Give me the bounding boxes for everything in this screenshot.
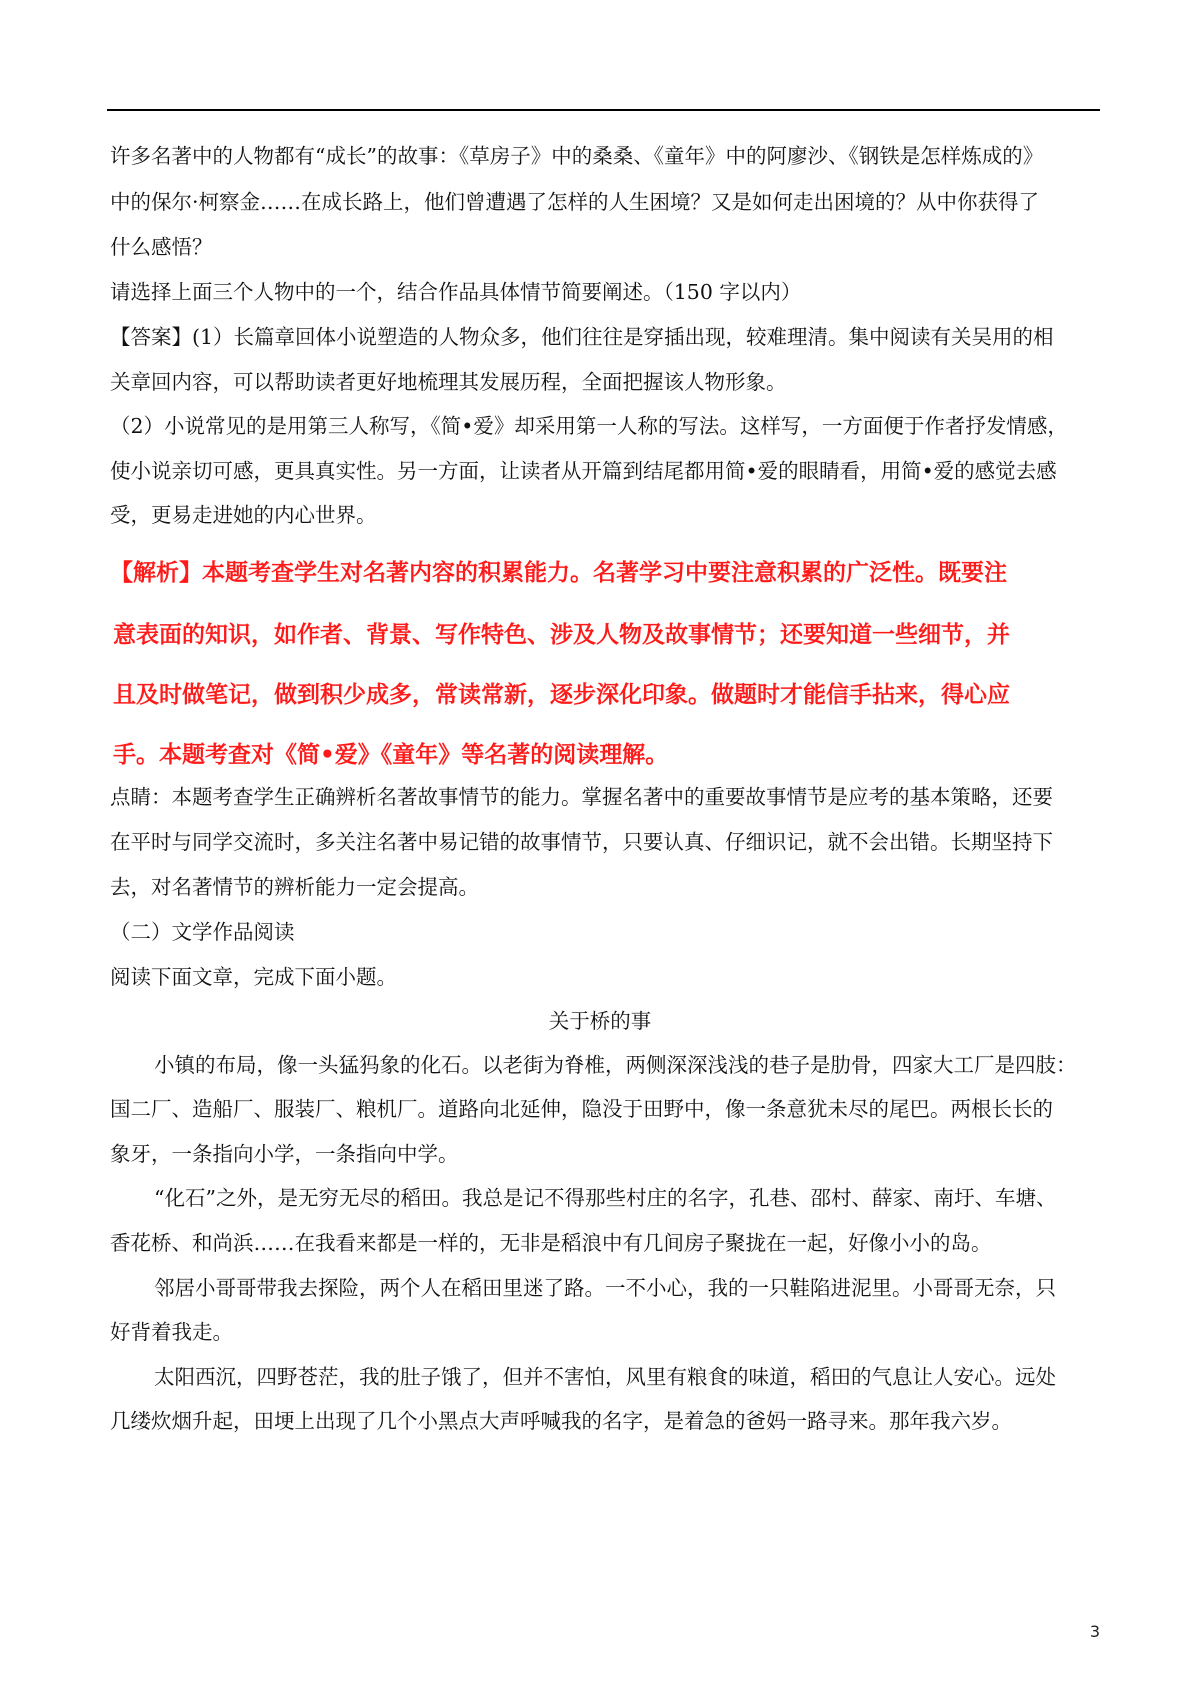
question-line: 什么感悟？ <box>110 235 213 259</box>
article-line: 太阳西沉，四野苍茫，我的肚子饿了，但并不害怕，风里有粮食的味道，稻田的气息让人安心。远处 <box>154 1365 1056 1389</box>
answer-line: 关章回内容，可以帮助读者更好地梳理其发展历程，全面把握该人物形象。 <box>110 370 787 394</box>
answer-line: 受，更易走进她的内心世界。 <box>110 503 377 527</box>
comment-line: 点睛：本题考查学生正确辨析名著故事情节的能力。掌握名著中的重要故事情节是应考的基本策略，还要 <box>110 785 1053 809</box>
article-line: 好背着我走。 <box>110 1320 233 1344</box>
article-line: 小镇的布局，像一头猛犸象的化石。以老街为脊椎，两侧深深浅浅的巷子是肋骨，四家大工厂是四肢： <box>154 1053 1077 1077</box>
question-line: 许多名著中的人物都有“成长”的故事：《草房子》中的桑桑、《童年》中的阿廖沙、《钢铁是怎样炼成的》 <box>110 144 1044 168</box>
article-title: 关于桥的事 <box>548 1009 652 1033</box>
instruction: 阅读下面文章，完成下面小题。 <box>110 965 397 989</box>
analysis-line: 意表面的知识，如作者、背景、写作特色、涉及人物及故事情节；还要知道一些细节，并 <box>113 622 1010 648</box>
article-line: “化石”之外，是无穷无尽的稻田。我总是记不得那些村庄的名字，孔巷、邵村、薛家、南圩、车塘、 <box>154 1186 1057 1210</box>
analysis-line: 【解析】本题考查学生对名著内容的积累能力。名著学习中要注意积累的广泛性。既要注 <box>110 560 1007 586</box>
header-rule <box>107 109 1100 111</box>
article-line: 香花桥、和尚浜……在我看来都是一样的，无非是稻浪中有几间房子聚拢在一起，好像小小的岛。 <box>110 1231 992 1255</box>
article-line: 邻居小哥哥带我去探险，两个人在稻田里迷了路。一不小心，我的一只鞋陷进泥里。小哥哥无奈，只 <box>154 1276 1056 1300</box>
question-prompt: 请选择上面三个人物中的一个，结合作品具体情节简要阐述。（150 字以内） <box>110 280 802 304</box>
answer-line: 使小说亲切可感，更具真实性。另一方面，让读者从开篇到结尾都用简•爱的眼睛看，用简•爱的感觉去感 <box>110 459 1057 483</box>
comment-line: 在平时与同学交流时，多关注名著中易记错的故事情节，只要认真、仔细识记，就不会出错。长期坚持下 <box>110 830 1053 854</box>
section-heading: （二）文学作品阅读 <box>110 920 295 944</box>
analysis-line: 且及时做笔记，做到积少成多，常读常新，逐步深化印象。做题时才能信手拈来，得心应 <box>113 682 1010 708</box>
article-line: 国二厂、造船厂、服装厂、粮机厂。道路向北延伸，隐没于田野中，像一条意犹未尽的尾巴。两根长长的 <box>110 1097 1053 1121</box>
page-number: 3 <box>1089 1622 1100 1641</box>
question-line: 中的保尔·柯察金……在成长路上，他们曾遭遇了怎样的人生困境？又是如何走出困境的？从中你获得了 <box>110 190 1040 214</box>
article-line: 几缕炊烟升起，田埂上出现了几个小黑点大声呼喊我的名字，是着急的爸妈一路寻来。那年我六岁。 <box>110 1409 1012 1433</box>
answer-line: （2）小说常见的是用第三人称写，《简•爱》却采用第一人称的写法。这样写，一方面便于作者抒发情感， <box>110 414 1068 438</box>
answer-line: 【答案】(1）长篇章回体小说塑造的人物众多，他们往往是穿插出现，较难理清。集中阅读有关吴用的相 <box>110 325 1054 349</box>
article-line: 象牙，一条指向小学，一条指向中学。 <box>110 1142 459 1166</box>
analysis-line: 手。本题考查对《简•爱》《童年》等名著的阅读理解。 <box>113 742 669 768</box>
comment-line: 去，对名著情节的辨析能力一定会提高。 <box>110 875 479 899</box>
